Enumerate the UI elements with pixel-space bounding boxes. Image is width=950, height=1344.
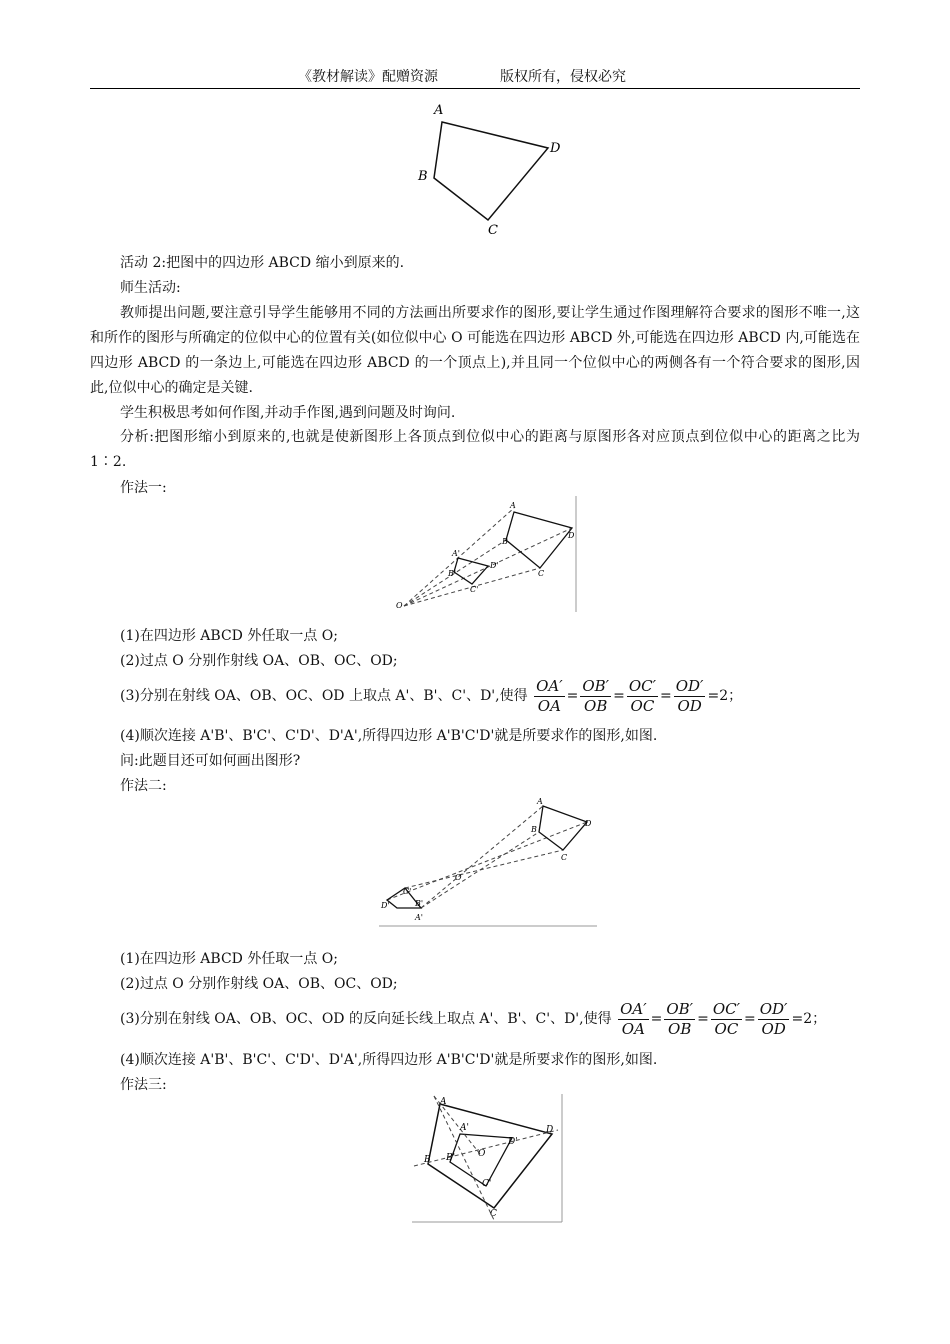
frac-oc-den: OC xyxy=(630,696,655,715)
m1-label-b: B xyxy=(502,537,508,546)
m3-label-d: D xyxy=(546,1125,554,1135)
label-a: A xyxy=(434,103,444,118)
m2-label-c: C xyxy=(561,853,568,862)
m2-label-a2: A' xyxy=(415,913,423,922)
header-copyright: 版权所有，侵权必究 xyxy=(500,69,626,85)
m1-label-c2: C' xyxy=(470,585,479,594)
m2-step3-end: =2； xyxy=(791,1011,827,1027)
eq-sign: = xyxy=(660,688,672,704)
teacher-student-label: 师生活动: xyxy=(120,280,181,296)
eq-sign: = xyxy=(697,1011,709,1027)
figure-method-3 xyxy=(410,1094,565,1224)
m2-step1: (1)在四边形 ABCD 外任取一点 O; xyxy=(120,951,338,967)
frac-oc-num: OC′ xyxy=(712,999,740,1018)
m2-step2: (2)过点 O 分别作射线 OA、OB、OC、OD; xyxy=(120,976,398,992)
analysis-paragraph: 分析:把图形缩小到原来的,也就是使新图形上各顶点到位似中心的距离与原图形各对应顶点到位似中心的距离之比为 1∶2. xyxy=(90,429,860,470)
eq-sign: = xyxy=(744,1011,756,1027)
frac-ob xyxy=(664,1000,695,1039)
frac-oc xyxy=(627,677,658,716)
frac-od-den: OD xyxy=(761,1019,786,1038)
frac-od xyxy=(758,1000,790,1039)
m2-label-o: O xyxy=(455,873,462,882)
frac-ob-den: OB xyxy=(668,1019,692,1038)
method2-title: 作法二: xyxy=(120,778,167,794)
m1-label-a: A xyxy=(510,501,516,510)
m3-label-b: B xyxy=(424,1155,431,1165)
m2-label-a: A xyxy=(537,797,543,806)
frac-oa-den: OA xyxy=(621,1019,645,1038)
label-d: D xyxy=(550,141,561,156)
m1-label-d: D xyxy=(568,531,575,540)
frac-od xyxy=(674,677,706,716)
frac-ob xyxy=(580,677,611,716)
label-b: B xyxy=(418,169,428,184)
m2-step4: (4)顺次连接 A'B'、B'C'、C'D'、D'A',所得四边形 A'B'C'D'就是所要求作的图形,如图. xyxy=(120,1052,658,1068)
m3-label-c2: C' xyxy=(482,1179,492,1189)
frac-ob-den: OB xyxy=(584,696,608,715)
m2-step3 xyxy=(120,997,890,1041)
frac-ob-num: OB′ xyxy=(666,999,694,1018)
m1-step4: (4)顺次连接 A'B'、B'C'、C'D'、D'A',所得四边形 A'B'C'D'就是所要求作的图形,如图. xyxy=(120,728,658,744)
m1-label-a2: A' xyxy=(452,549,460,558)
frac-oa xyxy=(618,1000,649,1039)
m1-label-d2: D' xyxy=(490,561,499,570)
frac-oc xyxy=(711,1000,742,1039)
m2-label-b: B xyxy=(531,825,537,834)
figure-method-2 xyxy=(375,796,600,928)
frac-oa-num: OA′ xyxy=(536,676,563,695)
student-paragraph: 学生积极思考如何作图,并动手作图,遇到问题及时询问. xyxy=(120,405,456,421)
eq-sign: = xyxy=(650,1011,663,1027)
frac-oc-den: OC xyxy=(714,1019,739,1038)
frac-od-den: OD xyxy=(677,696,702,715)
m1-step3-end: =2； xyxy=(707,688,743,704)
m1-label-o: O xyxy=(396,601,403,610)
frac-ob-num: OB′ xyxy=(582,676,610,695)
method1-title: 作法一: xyxy=(120,480,167,496)
question: 问:此题目还可如何画出图形? xyxy=(120,753,301,769)
m1-step3-text: (3)分别在射线 OA、OB、OC、OD 上取点 A'、B'、C'、D',使得 xyxy=(120,688,528,704)
header-source: 《教材解读》配赠资源 xyxy=(298,69,438,85)
eq-sign: = xyxy=(613,688,625,704)
m2-label-c2: C' xyxy=(403,887,412,896)
m1-label-b2: B' xyxy=(448,569,457,578)
m2-step3-text: (3)分别在射线 OA、OB、OC、OD 的反向延长线上取点 A'、B'、C'、D',使得 xyxy=(120,1011,612,1027)
m1-step3 xyxy=(120,674,890,718)
teacher-paragraph: 教师提出问题,要注意引导学生能够用不同的方法画出所要求作的图形,要让学生通过作图理解符合要求的图形不唯一,这和所作的图形与所确定的位似中心的位置有关(如位似中心 O 可能选在四边形 ABCD 外,可能选在四边形 ABCD 内,可能选在四边形 ABCD 的一条边上,可能选在四边形 ABCD 的一个顶点上),并且同一个位似中心的两侧各有一个符合要求的图形,因此,位似中心的确定是关键. xyxy=(90,305,860,396)
m3-label-o: O xyxy=(478,1149,486,1159)
m2-label-d: D xyxy=(585,819,592,828)
frac-od-num: OD′ xyxy=(675,676,704,695)
frac-oa-den: OA xyxy=(537,696,561,715)
figure-quadrilateral-abcd xyxy=(400,96,580,241)
m3-label-d2: D' xyxy=(508,1137,518,1147)
m2-label-d2: D' xyxy=(381,901,390,910)
m2-label-b2: B' xyxy=(415,899,424,908)
page-header xyxy=(90,66,860,89)
frac-od-num: OD′ xyxy=(759,999,788,1018)
eq-sign: = xyxy=(566,688,579,704)
frac-oa-num: OA′ xyxy=(620,999,647,1018)
figure-method-1 xyxy=(392,496,582,614)
activity-title: 活动 2:把图中的四边形 ABCD 缩小到原来的. xyxy=(120,255,405,271)
m1-step2: (2)过点 O 分别作射线 OA、OB、OC、OD; xyxy=(120,653,398,669)
label-c: C xyxy=(488,223,498,238)
m3-label-b2: B' xyxy=(446,1153,456,1163)
method3-title: 作法三: xyxy=(120,1077,167,1093)
m3-label-c: C xyxy=(490,1209,497,1219)
m1-step1: (1)在四边形 ABCD 外任取一点 O; xyxy=(120,628,338,644)
frac-oa xyxy=(534,677,565,716)
m1-label-c: C xyxy=(538,569,545,578)
m3-label-a: A xyxy=(440,1097,447,1107)
m3-label-a2: A' xyxy=(460,1123,469,1133)
frac-oc-num: OC′ xyxy=(628,676,656,695)
